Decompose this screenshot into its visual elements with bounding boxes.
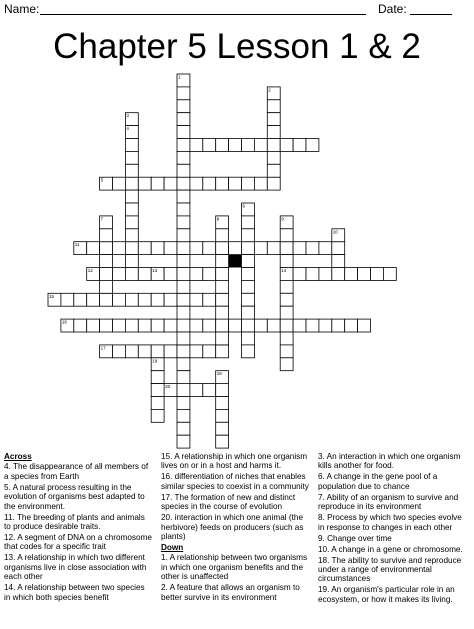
grid-cell[interactable] <box>319 268 332 281</box>
grid-cell[interactable] <box>125 177 138 190</box>
clue-number: 6 <box>242 203 246 209</box>
grid-cell[interactable] <box>203 139 216 152</box>
grid-cell[interactable] <box>293 139 306 152</box>
clue-across-11: 11. The breeding of plants and animals to produce desirable traits. <box>4 512 145 532</box>
grid-cell[interactable] <box>125 255 138 268</box>
grid-cell[interactable] <box>319 242 332 255</box>
grid-cell[interactable] <box>293 242 306 255</box>
grid-cell[interactable] <box>216 397 229 410</box>
grid-cell[interactable] <box>280 332 293 345</box>
grid-cell[interactable] <box>125 164 138 177</box>
clue-across-5: 5. A natural process resulting in the evolution of organisms best adapted to the environment. <box>4 482 145 511</box>
grid-cell[interactable] <box>203 242 216 255</box>
grid-cell[interactable] <box>164 319 177 332</box>
grid-cell[interactable] <box>151 345 164 358</box>
clues-column-2 <box>161 452 309 604</box>
grid-cell[interactable] <box>125 345 138 358</box>
grid-cell[interactable] <box>242 242 255 255</box>
grid-cell[interactable] <box>177 113 190 126</box>
grid-cell[interactable] <box>254 242 267 255</box>
grid-cell[interactable] <box>177 397 190 410</box>
grid-cell[interactable] <box>203 177 216 190</box>
grid-cell[interactable] <box>100 293 113 306</box>
clue-number: 3 <box>126 113 129 119</box>
grid-cell[interactable] <box>242 332 255 345</box>
grid-cell[interactable] <box>100 229 113 242</box>
grid-cell[interactable] <box>383 268 396 281</box>
grid-cell[interactable] <box>113 319 126 332</box>
grid-cell[interactable] <box>61 293 74 306</box>
grid-cell[interactable] <box>177 371 190 384</box>
grid-cell[interactable] <box>267 139 280 152</box>
grid-cell[interactable] <box>138 319 151 332</box>
grid-cell[interactable] <box>229 319 242 332</box>
grid-cell[interactable] <box>190 345 203 358</box>
clue-down-10: 10. A change in a gene or chromosome. <box>318 544 463 554</box>
clue-down-7: 7. Ability of an organism to survive and reproduce in its environment <box>318 492 459 512</box>
grid-cell[interactable] <box>267 164 280 177</box>
grid-cell[interactable] <box>100 280 113 293</box>
grid-cell[interactable] <box>113 177 126 190</box>
grid-cell[interactable] <box>151 384 164 397</box>
grid-cell[interactable] <box>267 151 280 164</box>
grid-cell[interactable] <box>87 319 100 332</box>
grid-cell[interactable] <box>280 139 293 152</box>
clue-down-2: 2. A feature that allows an organism to better survive in its environment <box>161 583 300 602</box>
clue-down-6: 6. A change in the gene pool of a population due to chance <box>318 472 438 491</box>
grid-cell[interactable] <box>177 255 190 268</box>
clue-number: 19 <box>152 358 158 364</box>
grid-cell[interactable] <box>267 242 280 255</box>
grid-cell[interactable] <box>164 242 177 255</box>
down-heading: Down <box>161 543 184 553</box>
grid-cell[interactable] <box>164 268 177 281</box>
grid-cell[interactable] <box>358 268 371 281</box>
clue-down-18: 18. The ability to survive and reproduce under a range of environmental circumstances <box>318 555 462 584</box>
clue-number: 4 <box>126 126 129 132</box>
grid-cell[interactable] <box>177 203 190 216</box>
grid-cell[interactable] <box>151 242 164 255</box>
grid-cell[interactable] <box>177 306 190 319</box>
grid-cell[interactable] <box>332 319 345 332</box>
grid-cell[interactable] <box>125 242 138 255</box>
grid-cell[interactable] <box>190 293 203 306</box>
grid-cell[interactable] <box>125 293 138 306</box>
clue-number: 18 <box>216 371 222 377</box>
grid-cell[interactable] <box>280 242 293 255</box>
grid-cell[interactable] <box>293 268 306 281</box>
grid-cell[interactable] <box>125 319 138 332</box>
clue-across-20: 20. interaction in which one animal (the herbivore) feeds on producers (such as plants) <box>161 513 304 542</box>
grid-cell[interactable] <box>216 268 229 281</box>
grid-cell[interactable] <box>280 280 293 293</box>
clue-number: 15 <box>49 293 55 299</box>
grid-cell[interactable] <box>177 293 190 306</box>
grid-cell[interactable] <box>229 139 242 152</box>
grid-cell[interactable] <box>254 139 267 152</box>
grid-cell[interactable] <box>242 319 255 332</box>
grid-cell[interactable] <box>177 332 190 345</box>
grid-cell[interactable] <box>177 126 190 139</box>
clue-across-13: 13. A relationship in which two different organisms live in close association with each other <box>4 553 147 582</box>
across-heading: Across <box>4 452 32 461</box>
clues-column-3 <box>318 452 470 606</box>
clue-number: 14 <box>281 268 287 273</box>
grid-cell[interactable] <box>125 216 138 229</box>
clue-number: 20 <box>165 384 171 390</box>
grid-cell[interactable] <box>100 255 113 268</box>
grid-cell[interactable] <box>177 164 190 177</box>
grid-cell[interactable] <box>87 242 100 255</box>
clue-down-19: 19. An organism's particular role in an ecosystem, or how it makes its living. <box>318 585 455 604</box>
grid-cell[interactable] <box>306 139 319 152</box>
grid-cell[interactable] <box>358 319 371 332</box>
grid-cell[interactable] <box>229 242 242 255</box>
grid-cell[interactable] <box>125 268 138 281</box>
clue-number: 11 <box>74 242 80 248</box>
grid-cell[interactable] <box>203 384 216 397</box>
grid-cell[interactable] <box>177 435 190 448</box>
grid-cell[interactable] <box>177 384 190 397</box>
grid-cell[interactable] <box>267 126 280 139</box>
grid-cell[interactable] <box>113 345 126 358</box>
grid-cell[interactable] <box>138 268 151 281</box>
grid-cell[interactable] <box>242 255 255 268</box>
grid-cell[interactable] <box>177 87 190 100</box>
grid-cell[interactable] <box>138 293 151 306</box>
grid-cell[interactable] <box>242 345 255 358</box>
grid-cell[interactable] <box>151 409 164 422</box>
grid-cell[interactable] <box>125 229 138 242</box>
grid-cell[interactable] <box>332 255 345 268</box>
grid-cell[interactable] <box>216 229 229 242</box>
grid-cell[interactable] <box>371 268 384 281</box>
grid-cell[interactable] <box>164 293 177 306</box>
grid-cell[interactable] <box>280 293 293 306</box>
grid-cell[interactable] <box>177 345 190 358</box>
clue-number: 2 <box>268 87 271 93</box>
grid-cell[interactable] <box>113 268 126 281</box>
grid-cell[interactable] <box>293 319 306 332</box>
grid-cell[interactable] <box>203 319 216 332</box>
clue-down-8: 8. Process by which two species evolve in response to changes in each other <box>318 513 462 532</box>
clue-across-15: 15. A relationship in which one organism lives on or in a host and harms it. <box>161 452 308 471</box>
grid-cell[interactable] <box>177 190 190 203</box>
grid-cell[interactable] <box>125 190 138 203</box>
grid-cell[interactable] <box>216 306 229 319</box>
grid-cell[interactable] <box>87 293 100 306</box>
grid-cell[interactable] <box>216 345 229 358</box>
grid-cell[interactable] <box>190 319 203 332</box>
grid-cell[interactable] <box>267 100 280 113</box>
clue-number: 1 <box>178 74 181 80</box>
grid-cell[interactable] <box>190 242 203 255</box>
grid-cell[interactable] <box>177 280 190 293</box>
grid-cell[interactable] <box>267 177 280 190</box>
page-title: Chapter 5 Lesson 1 & 2 <box>53 27 421 66</box>
grid-cell[interactable] <box>151 319 164 332</box>
clue-across-4: 4. The disappearance of all members of a species from Earth <box>4 462 149 481</box>
grid-cell[interactable] <box>177 151 190 164</box>
clue-number: 10 <box>332 229 338 235</box>
grid-cell[interactable] <box>138 345 151 358</box>
clue-down-3: 3. An interaction in which one organism kills another for food. <box>318 452 461 471</box>
grid-cell[interactable] <box>151 397 164 410</box>
grid-cell[interactable] <box>242 280 255 293</box>
grid-cell[interactable] <box>242 139 255 152</box>
grid-cell[interactable] <box>216 435 229 448</box>
grid-cell[interactable] <box>345 319 358 332</box>
clue-number: 8 <box>216 216 220 222</box>
grid-cell[interactable] <box>216 242 229 255</box>
grid-cell[interactable] <box>332 242 345 255</box>
grid-cell[interactable] <box>345 268 358 281</box>
grid-cell[interactable] <box>190 139 203 152</box>
grid-cell[interactable] <box>177 177 190 190</box>
grid-cell[interactable] <box>280 319 293 332</box>
grid-cell[interactable] <box>267 319 280 332</box>
grid-cell[interactable] <box>164 345 177 358</box>
clue-number: 7 <box>100 216 104 222</box>
grid-cell[interactable] <box>125 151 138 164</box>
grid-cell[interactable] <box>100 319 113 332</box>
grid-cell[interactable] <box>216 409 229 422</box>
grid-cell[interactable] <box>177 100 190 113</box>
grid-cell[interactable] <box>138 177 151 190</box>
grid-cell[interactable] <box>280 358 293 371</box>
grid-cell[interactable] <box>242 216 255 229</box>
grid-cell[interactable] <box>280 255 293 268</box>
grid-cell[interactable] <box>190 384 203 397</box>
grid-cell[interactable] <box>177 139 190 152</box>
grid-cell[interactable] <box>177 422 190 435</box>
grid-cell[interactable] <box>125 139 138 152</box>
name-label: Name: <box>4 2 40 16</box>
grid-cell[interactable] <box>216 139 229 152</box>
grid-cell[interactable] <box>332 268 345 281</box>
grid-cell[interactable] <box>100 242 113 255</box>
grid-cell[interactable] <box>74 293 87 306</box>
clue-across-14: 14. A relationship between two species in which both species benefit <box>4 583 145 602</box>
grid-cell[interactable] <box>229 177 242 190</box>
grid-cell[interactable] <box>216 319 229 332</box>
grid-cell[interactable] <box>177 242 190 255</box>
grid-cell[interactable] <box>242 177 255 190</box>
grid-cell[interactable] <box>138 242 151 255</box>
grid-cell[interactable] <box>319 319 332 332</box>
grid-cell[interactable] <box>216 422 229 435</box>
grid-cell[interactable] <box>306 268 319 281</box>
grid-cell[interactable] <box>216 177 229 190</box>
grid-cell[interactable] <box>203 345 216 358</box>
grid-cell[interactable] <box>306 242 319 255</box>
grid-black-cell <box>229 255 242 268</box>
clue-across-12: 12. A segment of DNA on a chromosome that codes for a specific trait <box>4 533 152 552</box>
grid-cell[interactable] <box>242 306 255 319</box>
clue-number: 9 <box>281 216 284 222</box>
grid-cell[interactable] <box>125 203 138 216</box>
grid-cell[interactable] <box>203 293 216 306</box>
grid-cell[interactable] <box>74 319 87 332</box>
grid-cell[interactable] <box>216 280 229 293</box>
grid-cell[interactable] <box>254 319 267 332</box>
clue-across-16: 16. differentiation of niches that enables similar species to coexist in a community <box>161 472 309 491</box>
grid-cell[interactable] <box>254 177 267 190</box>
grid-cell[interactable] <box>280 345 293 358</box>
grid-cell[interactable] <box>267 113 280 126</box>
grid-cell[interactable] <box>242 229 255 242</box>
grid-cell[interactable] <box>177 319 190 332</box>
grid-cell[interactable] <box>113 293 126 306</box>
grid-cell[interactable] <box>242 268 255 281</box>
clue-number: 17 <box>100 345 106 351</box>
grid-cell[interactable] <box>177 216 190 229</box>
clues-column-1 <box>4 452 152 604</box>
grid-cell[interactable] <box>177 229 190 242</box>
grid-cell[interactable] <box>113 242 126 255</box>
grid-cell[interactable] <box>190 177 203 190</box>
grid-cell[interactable] <box>216 255 229 268</box>
grid-cell[interactable] <box>164 177 177 190</box>
grid-cell[interactable] <box>151 177 164 190</box>
clue-number: 13 <box>152 268 158 273</box>
grid-cell[interactable] <box>190 268 203 281</box>
grid-cell[interactable] <box>216 293 229 306</box>
grid-cell[interactable] <box>280 229 293 242</box>
clue-down-9: 9. Change over time <box>318 533 392 543</box>
grid-cell[interactable] <box>242 293 255 306</box>
grid-cell[interactable] <box>151 293 164 306</box>
date-label: Date: <box>378 2 407 16</box>
clue-across-17: 17. The formation of new and distinct species in the course of evolution <box>161 492 296 512</box>
grid-cell[interactable] <box>177 358 190 371</box>
grid-cell[interactable] <box>216 384 229 397</box>
clue-number: 12 <box>87 268 93 273</box>
grid-cell[interactable] <box>203 268 216 281</box>
grid-cell[interactable] <box>100 268 113 281</box>
grid-cell[interactable] <box>177 409 190 422</box>
grid-cell[interactable] <box>177 268 190 281</box>
grid-cell[interactable] <box>280 306 293 319</box>
clue-down-1: 1. A relationship between two organisms in which one organism benefits and the other is unaffected <box>161 553 308 582</box>
grid-cell[interactable] <box>216 332 229 345</box>
clue-number: 5 <box>100 177 104 183</box>
clue-number: 16 <box>61 319 67 325</box>
grid-cell[interactable] <box>306 319 319 332</box>
grid-cell[interactable] <box>151 371 164 384</box>
